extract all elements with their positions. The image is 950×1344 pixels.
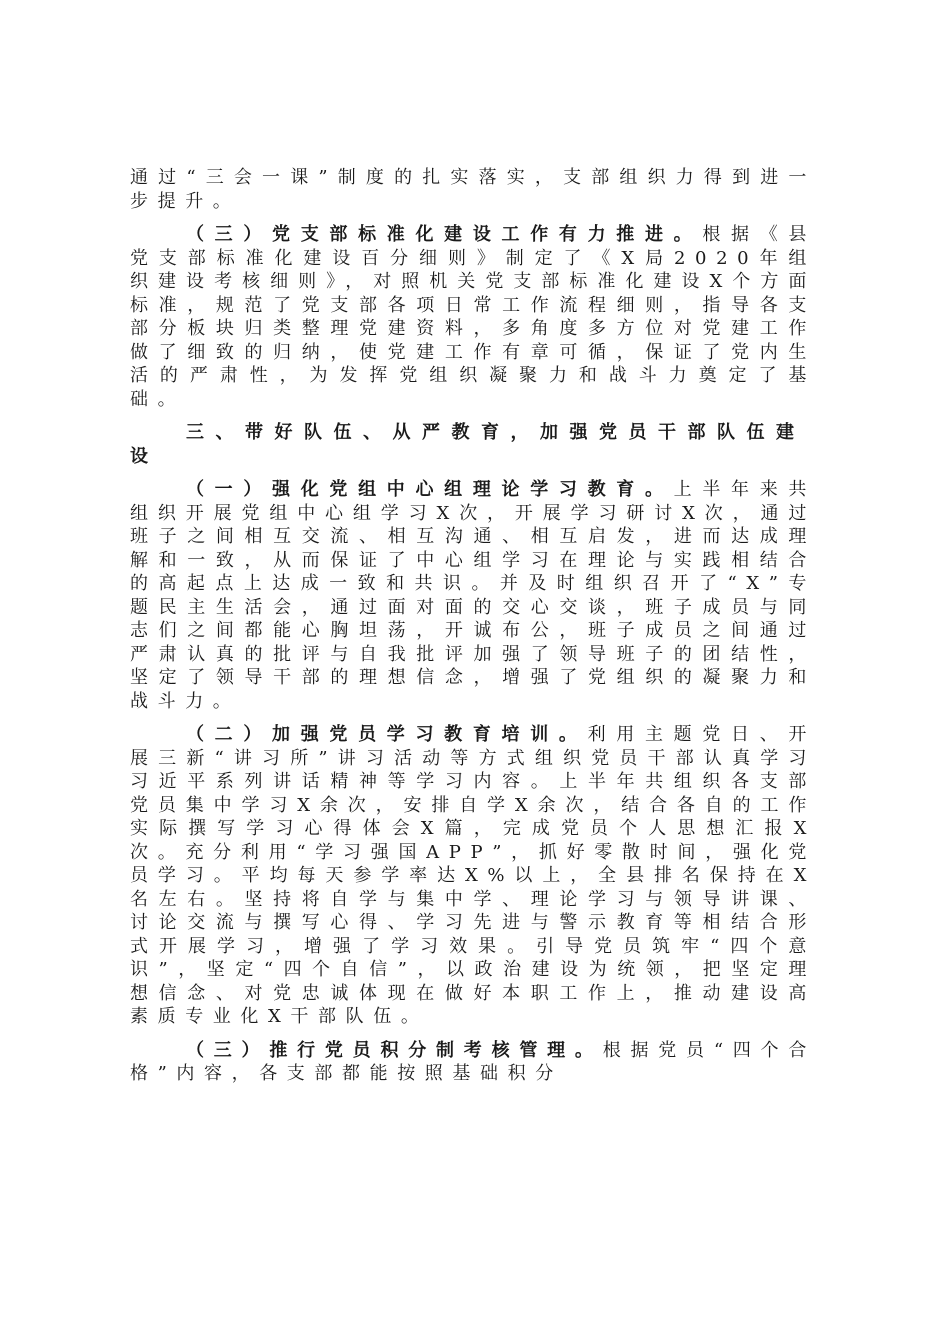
paragraph-text: 根据《县党支部标准化建设百分细则》制定了《X局2020年组织建设考核细则》，对照机关党支部标准化建设X个方面标准，规范了党支部各项日常工作流程细则，指导各支部分板块归类整理党建资料，多角度多方位对党建工作做了细致的归纳，使党建工作有章可循，保证了党内生活的严肃性，为发挥党组织凝聚力和战斗力奠定了基础。 xyxy=(130,224,816,410)
paragraph-lead: （二）加强党员学习教育培训。 xyxy=(186,724,588,745)
section-heading-3: 三、带好队伍、从严教育，加强党员干部队伍建设 xyxy=(130,422,806,467)
document-page xyxy=(130,166,816,1096)
paragraph-standardization xyxy=(130,223,816,411)
paragraph-points-assessment xyxy=(130,1039,816,1086)
paragraph-lead: （三）推行党员积分制考核管理。 xyxy=(186,1039,603,1061)
paragraph-theory-study xyxy=(130,478,816,713)
paragraph-member-training xyxy=(130,723,816,1029)
paragraph-text: 利用主题党日、开展三新“讲习所”讲习活动等方式组织党员干部认真学习习近平系列讲话精神等学习内容。上半年共组织各支部党员集中学习X余次，安排自学X余次，结合各自的工作实际撰写学习心得体会X篇，完成党员个人思想汇报X次。充分利用“学习强国APP”，抓好零散时间，强化党员学习。平均每天参学率达X%以上，全县排名保持在X名左右。坚持将自学与集中学、理论学习与领导讲课、讨论交流与撰写心得、学习先进与警示教育等相结合形式开展学习，增强了学习效果。引导党员筑牢“四个意识”，坚定“四个自信”，以政治建设为统领，把坚定理想信念、对党忠诚体现在做好本职工作上，推动建设高素质专业化X干部队伍。 xyxy=(130,724,816,1027)
paragraph-text: 上半年来共组织开展党组中心组学习X次，开展学习研讨X次，通过班子之间相互交流、相互沟通、相互启发，进而达成理解和一致，从而保证了中心组学习在理论与实践相结合的高起点上达成一致和共识。并及时组织召开了“X”专题民主生活会，通过面对面的交心交谈，班子成员与同志们之间都能心胸坦荡，开诚布公，班子成员之间通过严肃认真的批评与自我批评加强了领导班子的团结性，坚定了领导干部的理想信念，增强了党组织的凝聚力和战斗力。 xyxy=(130,479,816,712)
paragraph-branch-organization xyxy=(130,166,816,213)
paragraph-text: 根据党员“四个合格”内容，各支部都能按照基础积分 xyxy=(130,1039,816,1084)
paragraph-lead: （一）强化党组中心组理论学习教育。 xyxy=(186,479,674,500)
paragraph-lead: （三）党支部标准化建设工作有力推进。 xyxy=(186,224,703,245)
paragraph-text: 通过“三会一课”制度的扎实落实，支部组织力得到进一步提升。 xyxy=(130,167,816,212)
